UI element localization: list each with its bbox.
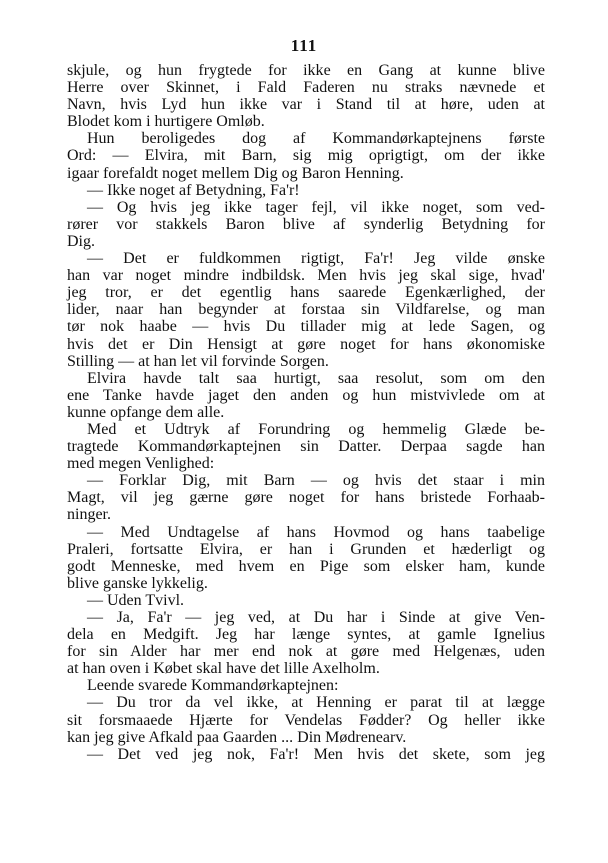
text-line: Hun beroligedes dog af Kommandørkaptejnens første [87,130,545,148]
text-line: — Det ved jeg nok, Fa'r! Men hvis det skete, som jeg [87,745,545,763]
text-line: Ord: — Elvira, mit Barn, sig mig oprigtigt, om der ikke [67,147,545,165]
text-line: Herre over Skinnet, i Fald Faderen nu straks nævnede et [67,79,545,97]
text-line: — Ikke noget af Betydning, Fa'r! [87,181,300,199]
text-line: blive ganske lykkelig. [67,574,208,592]
text-line: hvis det er Din Hensigt at gøre noget for hans økonomiske [67,335,545,353]
text-line: rører vor stakkels Baron blive af synderlig Betydning for [67,215,545,233]
text-line: kan jeg give Afkald paa Gaarden ... Din Mødrenearv. [67,728,407,746]
text-line: dela en Medgift. Jeg har længe syntes, at gamle Ignelius [67,626,545,644]
text-line: godt Menneske, med hvem en Pige som elsker ham, kunde [67,557,545,575]
text-line: Leende svarede Kommandørkaptejnen: [87,677,339,695]
text-line: — Forklar Dig, mit Barn — og hvis det staar i min [87,472,545,490]
text-line: — Med Undtagelse af hans Hovmod og hans taabelige [87,523,545,541]
text-line: — Det er fuldkommen rigtigt, Fa'r! Jeg vilde ønske [87,250,545,268]
text-line: tør nok haabe — hvis Du tillader mig at lede Sagen, og [67,318,545,336]
text-line: Magt, vil jeg gærne gøre noget for hans bristede Forhaab- [67,489,545,507]
text-line: Blodet kom i hurtigere Omløb. [67,113,265,131]
text-line: med megen Venlighed: [67,455,215,473]
text-line: tragtede Kommandørkaptejnen sin Datter. Derpaa sagde han [67,438,545,456]
text-line: — Du tror da vel ikke, at Henning er parat til at lægge [87,694,545,712]
text-line: at han oven i Købet skal have det lille Axelholm. [67,660,380,678]
text-line: ninger. [67,506,111,524]
page-number: 111 [290,36,318,55]
text-line: igaar forefaldt noget mellem Dig og Baron Henning. [67,164,404,182]
text-line: — Ja, Fa'r — jeg ved, at Du har i Sinde at give Ven- [87,609,545,626]
text-line: Navn, hvis Lyd hun ikke var i Stand til at høre, uden at [67,96,545,114]
text-line: sit forsmaaede Hjærte for Vendelas Fødder? Og heller ikke [67,711,545,729]
text-line: skjule, og hun frygtede for ikke en Gang at kunne blive [67,62,545,79]
text-line: — Uden Tvivl. [87,591,185,609]
text-line: Dig. [67,232,95,250]
body-text [67,62,545,763]
text-line: Stilling — at han let vil forvinde Sorgen. [67,352,329,370]
text-line: Praleri, fortsatte Elvira, er han i Grunden et hæderligt og [67,540,545,558]
text-line: for sin Alder har mer end nok at gøre med Helgenæs, uden [67,643,545,661]
text-line: lider, naar han begynder at forstaa sin Vildfarelse, og man [67,301,545,319]
text-line: Med et Udtryk af Forundring og hemmelig Glæde be- [87,420,545,438]
text-line: — Og hvis jeg ikke tager fejl, vil ikke noget, som ved- [87,198,545,216]
text-line: han var noget mindre indbildsk. Men hvis jeg skal sige, hvad' [67,267,545,285]
text-line: ene Tanke havde jaget den anden og hun mistvivlede om at [67,386,545,404]
text-line: Elvira havde talt saa hurtigt, saa resolut, som om den [87,369,545,387]
text-line: jeg tror, er det egentlig hans saarede Egenkærlighed, der [67,284,545,302]
text-line: kunne opfange dem alle. [67,403,225,421]
